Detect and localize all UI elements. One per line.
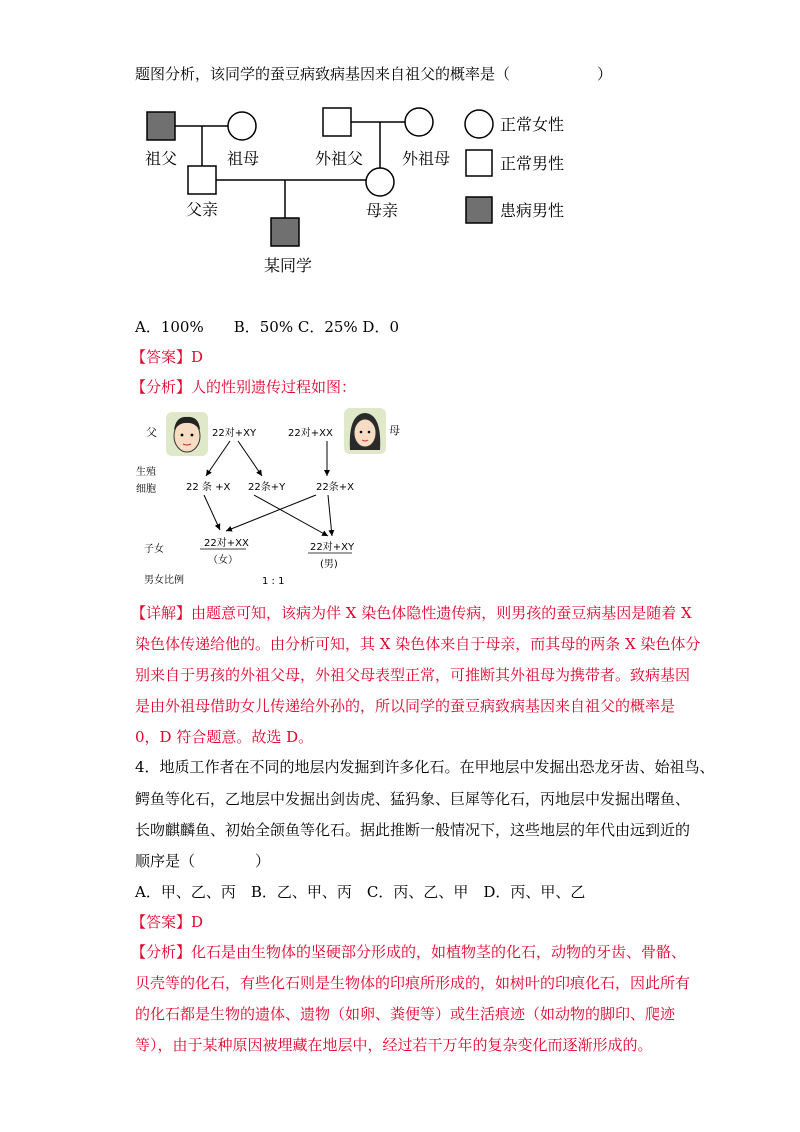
- maternal-grandfather-label: 外祖父: [315, 149, 364, 168]
- father-genotype: 22对+XY: [212, 428, 257, 439]
- q4-analysis-line-2: 贝壳等的化石，有些化石则是生物体的印痕所形成的，如树叶的印痕化石，因此所有: [135, 974, 691, 992]
- q4-stem-close: ）: [255, 852, 271, 870]
- germ-cells-label-1: 生殖: [136, 467, 156, 478]
- ratio-value: 1 : 1: [262, 576, 285, 587]
- grandfather-label: 祖父: [145, 149, 178, 168]
- father-face-icon: [166, 412, 208, 456]
- grandmother-symbol: [228, 112, 256, 140]
- answer-value: D: [191, 913, 204, 931]
- q4-analysis-line-1: 【分析】化石是由生物体的坚硬部分形成的，如植物茎的化石，动物的牙齿、骨骼、: [131, 943, 687, 961]
- germ-cells-label-2: 细胞: [136, 484, 156, 495]
- legend-normal-male-label: 正常男性: [500, 154, 565, 173]
- legend-normal-male-symbol: [466, 150, 492, 176]
- child-male-genotype: 22对+XY: [310, 542, 355, 553]
- maternal-grandmother-symbol: [405, 108, 433, 136]
- analysis-tag: 【分析】: [131, 378, 192, 396]
- gamete-3: 22条+X: [316, 482, 354, 493]
- offspring-label: 子女: [144, 544, 164, 555]
- student-label: 某同学: [264, 256, 313, 275]
- legend-affected-male-symbol: [466, 197, 492, 223]
- gamete-1: 22 条 +X: [186, 482, 231, 493]
- mother-symbol: [366, 168, 394, 196]
- maternal-grandmother-label: 外祖母: [402, 149, 451, 168]
- q3-analysis: [131, 377, 356, 397]
- grandmother-label: 祖母: [227, 149, 260, 168]
- q4-stem-line-3: 长吻麒麟鱼、初始全颌鱼等化石。据此推断一般情况下，这些地层的年代由远到近的: [135, 821, 691, 839]
- q3-options: A．100% B．50% C．25% D．0: [135, 318, 400, 336]
- q3-answer: [131, 347, 203, 367]
- gamete-2: 22条+Y: [248, 482, 286, 493]
- q4-analysis-line-4: 等），由于某种原因被埋藏在地层中，经过若干万年的复杂变化而逐渐形成的。: [135, 1036, 653, 1054]
- grandfather-symbol: [147, 112, 175, 140]
- mother-genotype: 22对+XX: [288, 428, 333, 439]
- sex-determination-diagram: [130, 400, 420, 600]
- father-label: 父亲: [186, 200, 219, 219]
- answer-value: D: [191, 348, 204, 366]
- q4-stem-line-2: 鳄鱼等化石，乙地层中发掘出剑齿虎、猛犸象、巨犀等化石，丙地层中发掘出曙鱼、: [135, 790, 691, 808]
- child-female-label: （女）: [208, 555, 238, 566]
- student-symbol: [271, 218, 299, 246]
- q3-stem-close: ）: [597, 65, 613, 83]
- analysis-text: 人的性别遗传过程如图：: [191, 378, 357, 396]
- pedigree-diagram: [130, 100, 600, 280]
- legend-affected-male-label: 患病男性: [500, 201, 565, 220]
- q3-detail-line-2: 染色体传递给他的。由分析可知，其 X 染色体来自于母亲，而其母的两条 X 染色体分: [135, 635, 701, 653]
- q3-detail-line-3: 别来自于男孩的外祖父母，外祖父母表型正常，可推断其外祖母为携带者。致病基因: [135, 666, 691, 684]
- answer-tag: 【答案】: [131, 348, 192, 366]
- q4-options: A．甲、乙、丙 B．乙、甲、丙 C．丙、乙、甲 D．丙、甲、乙: [135, 883, 586, 901]
- q3-stem: 题图分析，该同学的蚕豆病致病基因来自祖父的概率是（: [135, 65, 511, 83]
- q3-detail-line-1: 【详解】由题意可知，该病为伴 X 染色体隐性遗传病，则男孩的蚕豆病基因是随着 X: [131, 604, 692, 622]
- q4-stem-line-1: 4．地质工作者在不同的地层内发掘到许多化石。在甲地层中发掘出恐龙牙齿、始祖鸟、: [135, 758, 715, 776]
- q4-stem-line-4: 顺序是（: [135, 852, 196, 870]
- q4-analysis-line-3: 的化石都是生物的遗体、遗物（如卵、粪便等）或生活痕迹（如动物的脚印、爬迹: [135, 1005, 676, 1023]
- mother-label: 母亲: [366, 201, 399, 220]
- maternal-grandfather-symbol: [323, 108, 351, 136]
- father-sign: 父: [146, 426, 157, 439]
- mother-sign: 母: [389, 424, 400, 437]
- child-male-label: (男): [320, 559, 338, 570]
- ratio-label: 男女比例: [144, 575, 184, 586]
- mother-face-icon: [344, 408, 386, 454]
- q3-detail-line-4: 是由外祖母借助女儿传递给外孙的，所以同学的蚕豆病致病基因来自祖父的概率是: [135, 697, 676, 715]
- father-symbol: [188, 166, 216, 194]
- child-female-genotype: 22对+XX: [204, 538, 249, 549]
- answer-tag: 【答案】: [131, 913, 192, 931]
- q4-answer: [131, 912, 203, 932]
- analysis-tag: 【分析】: [131, 943, 192, 961]
- legend-normal-female-label: 正常女性: [500, 115, 565, 134]
- q3-detail-line-5: 0，D 符合题意。故选 D。: [135, 728, 314, 746]
- legend-normal-female-symbol: [465, 110, 493, 138]
- detail-tag: 【详解】: [131, 604, 192, 622]
